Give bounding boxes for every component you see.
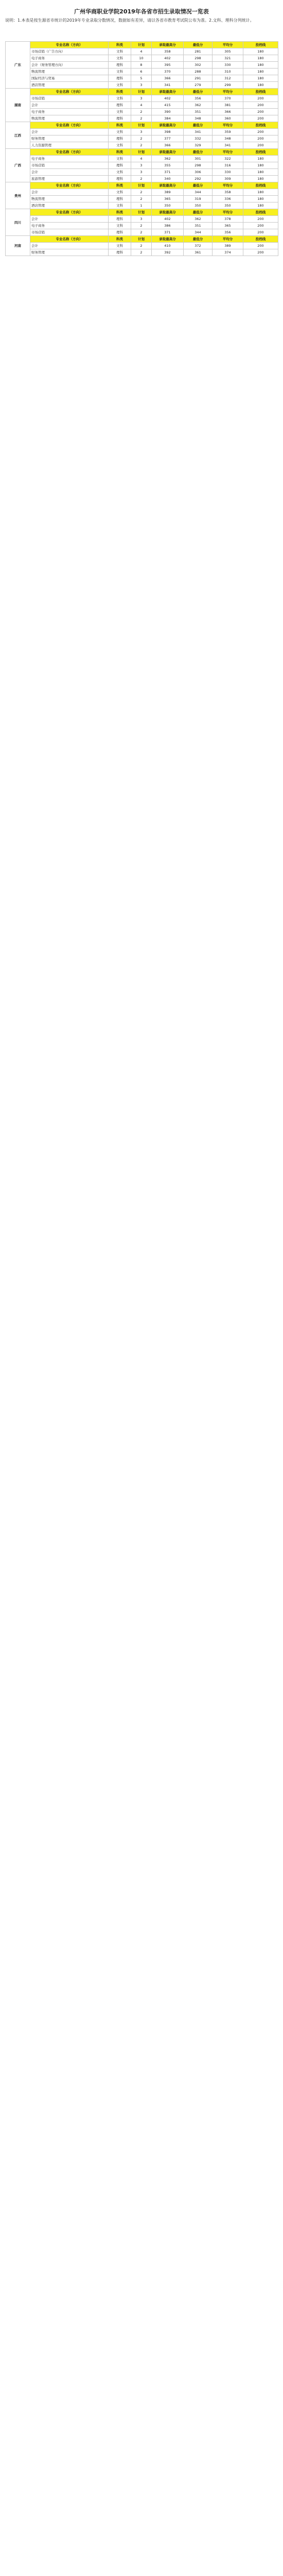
column-header: 投档线 [243,236,278,243]
major-cell: 市场营销（广告方向） [30,48,109,55]
major-cell: 人力资源管理 [30,142,109,149]
major-cell: 会计 [30,129,109,135]
major-cell: 电子商务 [30,109,109,115]
value-cell: 200 [243,243,278,249]
major-cell: 市场营销 [30,162,109,169]
column-header: 最低分 [184,149,213,156]
value-cell: 理科 [109,75,131,82]
value-cell: 336 [213,196,243,202]
table-row [6,109,278,115]
column-header: 最低分 [184,42,213,48]
value-cell: 321 [213,55,243,62]
table-row [6,202,278,209]
value-cell: 3 [131,95,152,102]
province-header-row [6,149,278,156]
value-cell: 362 [184,102,213,109]
value-cell: 341 [152,82,184,89]
major-cell: 会计 [30,189,109,196]
value-cell: 4 [131,156,152,162]
value-cell: 200 [243,142,278,149]
major-cell: 旅游管理 [30,176,109,182]
major-cell: 市场营销 [30,95,109,102]
column-header: 平均分 [213,209,243,216]
value-cell: 文科 [109,202,131,209]
value-cell: 180 [243,196,278,202]
value-cell: 370 [213,95,243,102]
column-header: 平均分 [213,122,243,129]
column-header: 科类 [109,42,131,48]
value-cell: 文科 [109,95,131,102]
value-cell: 358 [152,48,184,55]
column-header: 投档线 [243,42,278,48]
value-cell: 4 [131,48,152,55]
column-header: 投档线 [243,182,278,189]
value-cell: 322 [213,156,243,162]
value-cell: 10 [131,55,152,62]
value-cell: 3 [131,162,152,169]
value-cell: 350 [152,202,184,209]
value-cell: 180 [243,48,278,55]
column-header: 投档线 [243,89,278,95]
value-cell: 370 [152,69,184,75]
value-cell: 200 [243,135,278,142]
value-cell: 366 [152,75,184,82]
value-cell: 402 [152,95,184,102]
major-cell: 酒店管理 [30,202,109,209]
value-cell: 356 [213,229,243,236]
table-row [6,115,278,122]
value-cell: 180 [243,156,278,162]
value-cell: 2 [131,223,152,229]
column-header: 专业名称（方向） [30,236,109,243]
value-cell: 2 [131,109,152,115]
value-cell: 302 [184,62,213,69]
value-cell: 理科 [109,229,131,236]
column-header: 平均分 [213,182,243,189]
column-header: 科类 [109,149,131,156]
column-header: 录取最高分 [152,122,184,129]
value-cell: 文科 [109,223,131,229]
major-cell: 市场营销 [30,229,109,236]
province-cell: 河南 [6,236,30,256]
value-cell: 362 [184,216,213,223]
value-cell: 文科 [109,243,131,249]
value-cell: 340 [152,176,184,182]
column-header: 平均分 [213,89,243,95]
column-header: 计划 [131,122,152,129]
major-cell: 电子商务 [30,223,109,229]
table-row [6,129,278,135]
table-row [6,249,278,256]
table-row [6,216,278,223]
value-cell: 362 [152,156,184,162]
value-cell: 366 [213,109,243,115]
value-cell: 2 [131,189,152,196]
major-cell: 会计（财务管理方向） [30,62,109,69]
major-cell: 物流管理 [30,115,109,122]
major-cell: 会计 [30,216,109,223]
value-cell: 292 [184,176,213,182]
value-cell: 371 [152,169,184,176]
value-cell: 理科 [109,62,131,69]
major-cell: 电子商务 [30,55,109,62]
value-cell: 200 [243,216,278,223]
value-cell: 文科 [109,109,131,115]
value-cell: 390 [152,109,184,115]
value-cell: 291 [184,75,213,82]
value-cell: 理科 [109,102,131,109]
value-cell: 312 [213,75,243,82]
value-cell: 180 [243,69,278,75]
value-cell: 330 [213,169,243,176]
province-cell: 江西 [6,122,30,149]
value-cell: 2 [131,115,152,122]
table-row [6,75,278,82]
table-row [6,223,278,229]
value-cell: 281 [184,48,213,55]
value-cell: 365 [213,223,243,229]
value-cell: 330 [213,62,243,69]
value-cell: 文科 [109,48,131,55]
value-cell: 理科 [109,115,131,122]
column-header: 录取最高分 [152,182,184,189]
value-cell: 360 [213,115,243,122]
column-header: 科类 [109,122,131,129]
table-row [6,169,278,176]
value-cell: 文科 [109,169,131,176]
value-cell: 180 [243,189,278,196]
value-cell: 301 [184,156,213,162]
table-row [6,176,278,182]
table-row [6,82,278,89]
table-row [6,55,278,62]
table-row [6,69,278,75]
column-header: 录取最高分 [152,236,184,243]
value-cell: 200 [243,102,278,109]
value-cell: 8 [131,62,152,69]
value-cell: 381 [213,102,243,109]
value-cell: 371 [152,229,184,236]
value-cell: 348 [213,135,243,142]
value-cell: 文科 [109,189,131,196]
province-cell: 贵州 [6,182,30,209]
table-row [6,95,278,102]
province-header-row [6,122,278,129]
value-cell: 180 [243,162,278,169]
province-cell: 广西 [6,149,30,182]
major-cell: 会计 [30,169,109,176]
value-cell: 415 [152,102,184,109]
value-cell: 348 [184,115,213,122]
value-cell: 351 [184,109,213,115]
value-cell: 355 [152,162,184,169]
major-cell: 会计 [30,102,109,109]
column-header: 专业名称（方向） [30,122,109,129]
table-row [6,229,278,236]
value-cell: 200 [243,129,278,135]
value-cell: 文科 [109,69,131,75]
value-cell: 392 [152,249,184,256]
column-header: 科类 [109,89,131,95]
value-cell: 341 [184,129,213,135]
value-cell: 309 [213,176,243,182]
value-cell: 316 [213,162,243,169]
value-cell: 180 [243,62,278,69]
value-cell: 344 [184,189,213,196]
value-cell: 200 [243,229,278,236]
table-row [6,243,278,249]
value-cell: 359 [213,129,243,135]
table-row [6,162,278,169]
column-header: 平均分 [213,236,243,243]
table-row [6,156,278,162]
value-cell: 298 [184,55,213,62]
column-header: 投档线 [243,122,278,129]
value-cell: 文科 [109,156,131,162]
column-header: 平均分 [213,42,243,48]
province-cell: 广东 [6,42,30,89]
value-cell: 文科 [109,82,131,89]
value-cell: 402 [152,55,184,62]
value-cell: 319 [184,196,213,202]
value-cell: 305 [213,48,243,55]
major-cell: 物流管理 [30,69,109,75]
value-cell: 386 [152,223,184,229]
admission-table [5,41,278,256]
major-cell: 酒店管理 [30,82,109,89]
value-cell: 180 [243,55,278,62]
notes-paragraph: 说明：1.本表是按生源省市统计的2019年专业录取分数情况，数据如有差异，请以各省市教育考试院公布为准。2.文科、理科分列统计。 [5,18,254,23]
column-header: 专业名称（方向） [30,149,109,156]
value-cell: 理科 [109,162,131,169]
table-row [6,102,278,109]
value-cell: 1 [131,202,152,209]
column-header: 投档线 [243,149,278,156]
column-header: 计划 [131,236,152,243]
value-cell: 2 [131,196,152,202]
column-header: 计划 [131,149,152,156]
major-cell: 国际经济与贸易 [30,75,109,82]
value-cell: 402 [152,216,184,223]
value-cell: 文科 [109,55,131,62]
province-header-row [6,209,278,216]
major-cell: 物流管理 [30,196,109,202]
value-cell: 378 [213,216,243,223]
table-row [6,142,278,149]
major-cell: 会计 [30,243,109,249]
value-cell: 3 [131,129,152,135]
value-cell: 310 [213,69,243,75]
column-header: 录取最高分 [152,89,184,95]
table-row [6,135,278,142]
column-header: 科类 [109,209,131,216]
value-cell: 200 [243,95,278,102]
value-cell: 180 [243,202,278,209]
column-header: 专业名称（方向） [30,42,109,48]
column-header: 计划 [131,42,152,48]
major-cell: 财务管理 [30,249,109,256]
province-header-row [6,236,278,243]
value-cell: 398 [152,129,184,135]
value-cell: 180 [243,169,278,176]
column-header: 录取最高分 [152,209,184,216]
value-cell: 3 [131,169,152,176]
value-cell: 329 [184,142,213,149]
value-cell: 2 [131,176,152,182]
value-cell: 372 [184,243,213,249]
value-cell: 365 [152,196,184,202]
value-cell: 理科 [109,196,131,202]
column-header: 最低分 [184,236,213,243]
column-header: 投档线 [243,209,278,216]
province-header-row [6,182,278,189]
value-cell: 理科 [109,216,131,223]
table-row [6,189,278,196]
value-cell: 332 [184,135,213,142]
province-header-row [6,89,278,95]
value-cell: 2 [131,249,152,256]
value-cell: 389 [152,189,184,196]
value-cell: 288 [184,69,213,75]
value-cell: 377 [152,135,184,142]
column-header: 最低分 [184,209,213,216]
value-cell: 384 [152,115,184,122]
column-header: 录取最高分 [152,42,184,48]
value-cell: 理科 [109,249,131,256]
value-cell: 180 [243,176,278,182]
table-row [6,48,278,55]
column-header: 最低分 [184,89,213,95]
value-cell: 341 [213,142,243,149]
value-cell: 文科 [109,142,131,149]
table-row [6,62,278,69]
value-cell: 180 [243,75,278,82]
column-header: 计划 [131,182,152,189]
value-cell: 410 [152,243,184,249]
column-header: 录取最高分 [152,149,184,156]
value-cell: 395 [152,62,184,69]
value-cell: 356 [184,95,213,102]
column-header: 计划 [131,209,152,216]
value-cell: 200 [243,115,278,122]
column-header: 最低分 [184,122,213,129]
column-header: 计划 [131,89,152,95]
column-header: 科类 [109,182,131,189]
value-cell: 299 [213,82,243,89]
province-cell: 湖南 [6,89,30,122]
column-header: 专业名称（方向） [30,209,109,216]
value-cell: 279 [184,82,213,89]
value-cell: 5 [131,75,152,82]
value-cell: 理科 [109,135,131,142]
column-header: 平均分 [213,149,243,156]
column-header: 专业名称（方向） [30,182,109,189]
value-cell: 2 [131,229,152,236]
value-cell: 6 [131,69,152,75]
table-row [6,196,278,202]
value-cell: 2 [131,142,152,149]
value-cell: 3 [131,82,152,89]
value-cell: 4 [131,102,152,109]
value-cell: 350 [184,202,213,209]
value-cell: 306 [184,169,213,176]
value-cell: 298 [184,162,213,169]
province-header-row [6,42,278,48]
province-cell: 四川 [6,209,30,236]
value-cell: 361 [184,249,213,256]
value-cell: 200 [243,223,278,229]
value-cell: 3 [131,216,152,223]
value-cell: 200 [243,249,278,256]
major-cell: 电子商务 [30,156,109,162]
column-header: 科类 [109,236,131,243]
value-cell: 351 [184,223,213,229]
value-cell: 2 [131,243,152,249]
column-header: 专业名称（方向） [30,89,109,95]
column-header: 最低分 [184,182,213,189]
value-cell: 200 [243,109,278,115]
value-cell: 2 [131,135,152,142]
value-cell: 374 [213,249,243,256]
value-cell: 理科 [109,176,131,182]
value-cell: 358 [213,189,243,196]
value-cell: 文科 [109,129,131,135]
value-cell: 180 [243,82,278,89]
page-title: 广州华商职业学院2019年各省市招生录取情况一览表 [74,8,209,15]
value-cell: 389 [213,243,243,249]
value-cell: 350 [213,202,243,209]
value-cell: 344 [184,229,213,236]
major-cell: 财务管理 [30,135,109,142]
value-cell: 366 [152,142,184,149]
